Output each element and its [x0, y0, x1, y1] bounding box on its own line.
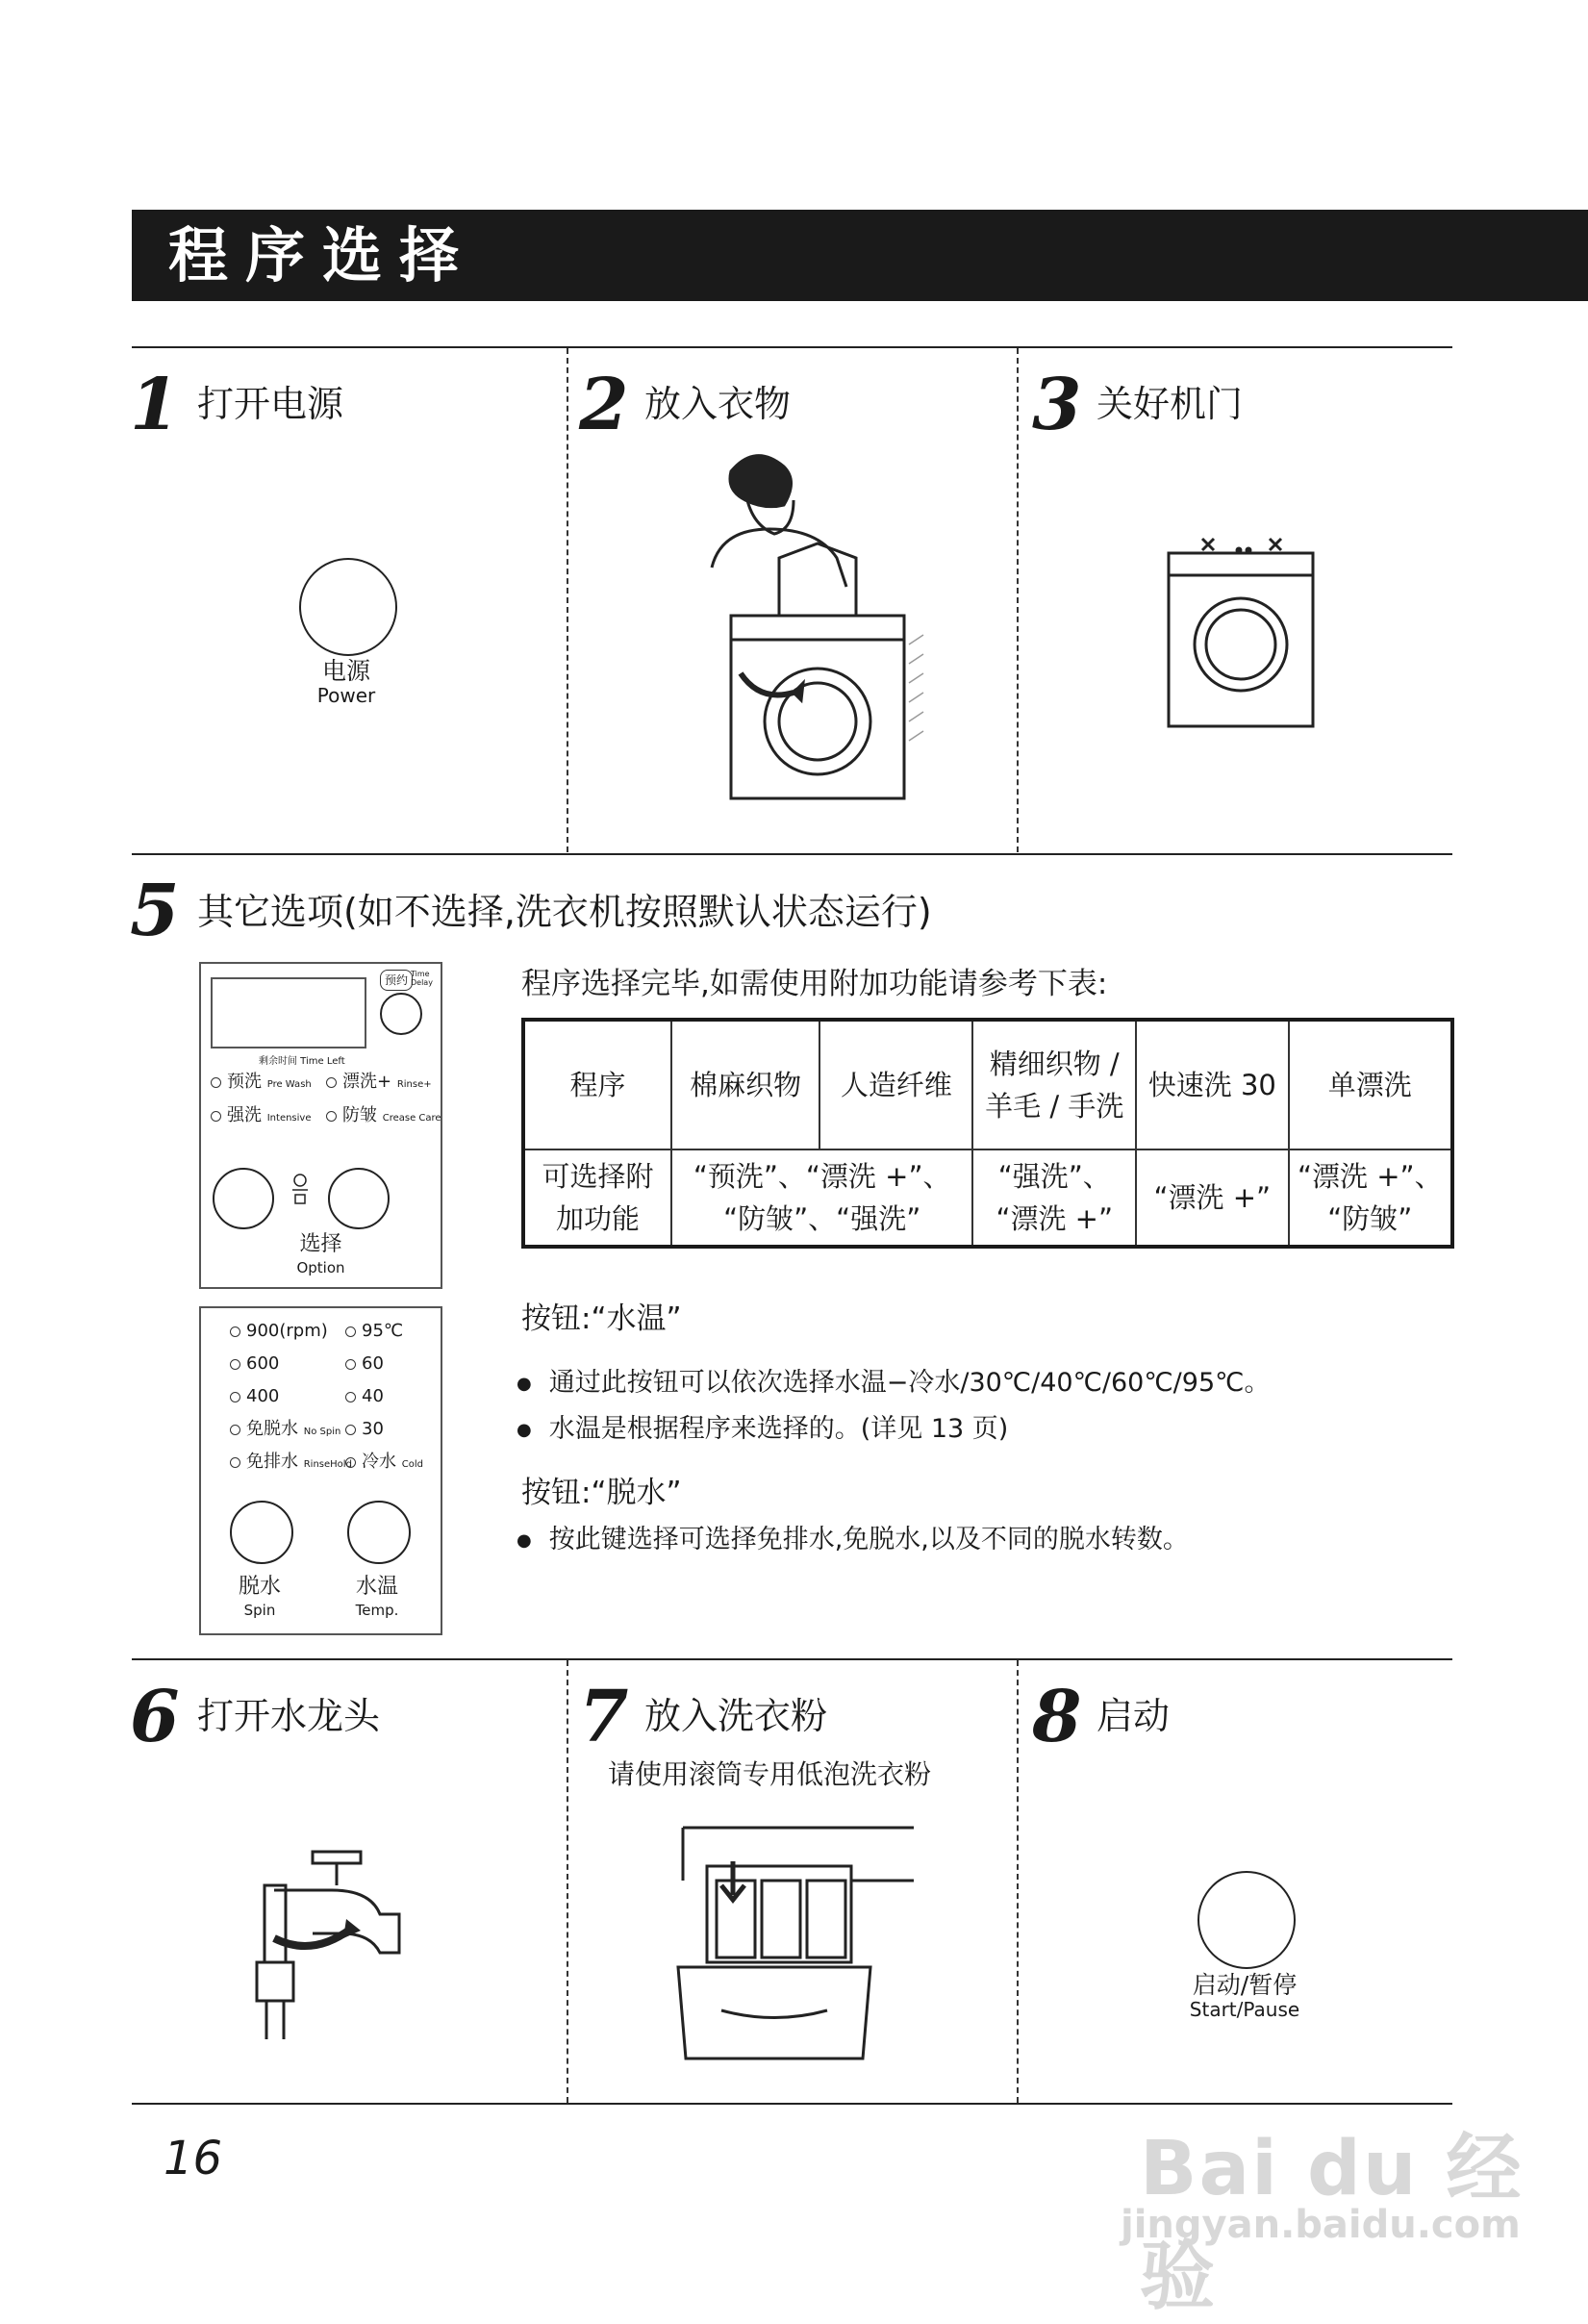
step-8-title: 启动: [1096, 1695, 1171, 1737]
divider: [1017, 348, 1019, 852]
option-left-button[interactable]: [213, 1168, 274, 1229]
start-pause-label: 启动/暂停: [1192, 1971, 1298, 1999]
time-delay-button[interactable]: [380, 993, 422, 1035]
temp-button-label-en: Temp.: [355, 1602, 399, 1619]
table-intro: 程序选择完毕,如需使用附加功能请参考下表:: [521, 967, 1108, 1001]
prewash-option: 预洗 Pre Wash: [211, 1073, 312, 1095]
spin-opt-900: 900(rpm): [230, 1322, 328, 1341]
table-cell: 棉麻织物: [671, 1020, 819, 1149]
step-7-number: 7: [579, 1676, 629, 1758]
indicator-icon: [230, 1392, 240, 1402]
temp-opt-cold: 冷水 Cold: [345, 1452, 423, 1475]
step-3-number: 3: [1032, 364, 1082, 446]
closed-door-illustration: [1164, 529, 1318, 731]
watermark-brand: Bai du 经验: [1140, 2126, 1524, 2320]
temp-bullet-2: ● 水温是根据程序来选择的。(详见 13 页): [517, 1413, 1008, 1447]
start-pause-button[interactable]: [1197, 1871, 1296, 1969]
option-right-button[interactable]: [328, 1168, 390, 1229]
divider: [132, 346, 1452, 348]
spin-button-label: 脱水: [238, 1575, 281, 1599]
indicator-icon: [230, 1326, 240, 1337]
step-6-title: 打开水龙头: [197, 1695, 381, 1737]
option-panel: [199, 962, 442, 1289]
temp-button[interactable]: [347, 1501, 411, 1564]
rinse-indicator-icon: [326, 1077, 337, 1088]
crease-indicator-icon: [326, 1111, 337, 1122]
crease-care-option: 防皱 Crease Care: [326, 1106, 441, 1128]
temp-opt-60: 60: [345, 1354, 384, 1374]
table-cell: 精细织物 / 羊毛 / 手洗: [972, 1020, 1136, 1149]
spin-temp-panel: [199, 1306, 442, 1635]
table-cell: “漂洗 +”、 “防皱”: [1289, 1149, 1452, 1247]
rinse-plus-option: 漂洗+ Rinse+: [326, 1073, 432, 1095]
table-cell: “强洗”、 “漂洗 +”: [972, 1149, 1136, 1247]
display-screen: [211, 977, 366, 1048]
step-2-number: 2: [579, 364, 629, 446]
temp-opt-40: 40: [345, 1387, 384, 1406]
divider: [567, 348, 568, 852]
indicator-icon: [230, 1359, 240, 1370]
table-cell: 程序: [523, 1020, 671, 1149]
delay-label-en: Time Delay: [411, 970, 433, 987]
power-label: 电源: [321, 657, 370, 685]
divider: [132, 1658, 1452, 1660]
page-title: 程序选择: [168, 220, 477, 290]
table-cell: 快速洗 30: [1136, 1020, 1289, 1149]
step-7-title: 放入洗衣粉: [644, 1695, 828, 1737]
table-cell: “预洗”、“漂洗 +”、 “防皱”、“强洗”: [671, 1149, 972, 1247]
table-row: [523, 1149, 1452, 1247]
option-select-label-en: Option: [296, 1259, 345, 1276]
page-number: 16: [164, 2132, 223, 2185]
step-1-title: 打开电源: [197, 383, 344, 425]
divider: [1017, 1660, 1019, 2103]
spin-heading: 按钮:“脱水”: [521, 1476, 682, 1510]
step-3-title: 关好机门: [1096, 383, 1244, 425]
table-cell: 单漂洗: [1289, 1020, 1452, 1149]
delay-label: 预约: [380, 970, 413, 991]
prewash-indicator-icon: [211, 1077, 221, 1088]
indicator-icon: [345, 1392, 356, 1402]
start-pause-label-en: Start/Pause: [1189, 1998, 1300, 2021]
water-tap-illustration: [245, 1847, 409, 2039]
indicator-icon: [345, 1457, 356, 1468]
spin-opt-600: 600: [230, 1354, 279, 1374]
indicator-icon: [345, 1326, 356, 1337]
time-left-label: 剩余时间 Time Left: [259, 1056, 345, 1067]
indicator-icon: [345, 1425, 356, 1435]
child-lock-icon: [292, 1174, 308, 1206]
temp-opt-30: 30: [345, 1420, 384, 1439]
detergent-note: 请使用滚筒专用低泡洗衣粉: [608, 1758, 932, 1790]
table-cell: “漂洗 +”: [1136, 1149, 1289, 1247]
no-spin-option: 免脱水 No Spin: [230, 1420, 340, 1442]
step-5-number: 5: [130, 870, 180, 952]
temp-button-label: 水温: [355, 1575, 398, 1599]
power-label-en: Power: [316, 684, 376, 707]
watermark-url: jingyan.baidu.com: [1121, 2203, 1521, 2247]
step-2-title: 放入衣物: [644, 383, 792, 425]
intensive-indicator-icon: [211, 1111, 221, 1122]
spin-opt-400: 400: [230, 1387, 279, 1406]
divider: [567, 1660, 568, 2103]
indicator-icon: [230, 1425, 240, 1435]
rinse-hold-option: 免排水 RinseHold: [230, 1452, 352, 1475]
spin-bullet-1: ● 按此键选择可选择免排水,免脱水,以及不同的脱水转数。: [517, 1524, 1189, 1557]
step-1-number: 1: [130, 364, 180, 446]
intensive-option: 强洗 Intensive: [211, 1106, 312, 1128]
temp-heading: 按钮:“水温”: [521, 1301, 682, 1336]
loading-laundry-illustration: [673, 452, 923, 818]
power-button[interactable]: [299, 558, 397, 656]
table-header-row: [523, 1020, 1452, 1149]
table-cell: 可选择附 加功能: [523, 1149, 671, 1247]
indicator-icon: [230, 1457, 240, 1468]
option-select-label: 选择: [299, 1232, 342, 1256]
temp-bullet-1: ● 通过此按钮可以依次选择水温−冷水/30℃/40℃/60℃/95℃。: [517, 1367, 1270, 1401]
step-6-number: 6: [130, 1676, 180, 1758]
step-5-title: 其它选项(如不选择,洗衣机按照默认状态运行): [197, 891, 932, 933]
divider: [132, 2103, 1452, 2105]
options-table: [521, 1018, 1454, 1249]
divider: [132, 853, 1452, 855]
indicator-icon: [345, 1359, 356, 1370]
temp-opt-95: 95℃: [345, 1322, 403, 1341]
spin-button[interactable]: [230, 1501, 293, 1564]
step-8-number: 8: [1032, 1676, 1082, 1758]
table-cell: 人造纤维: [819, 1020, 972, 1149]
spin-button-label-en: Spin: [243, 1602, 276, 1619]
detergent-drawer-illustration: [673, 1823, 914, 2059]
